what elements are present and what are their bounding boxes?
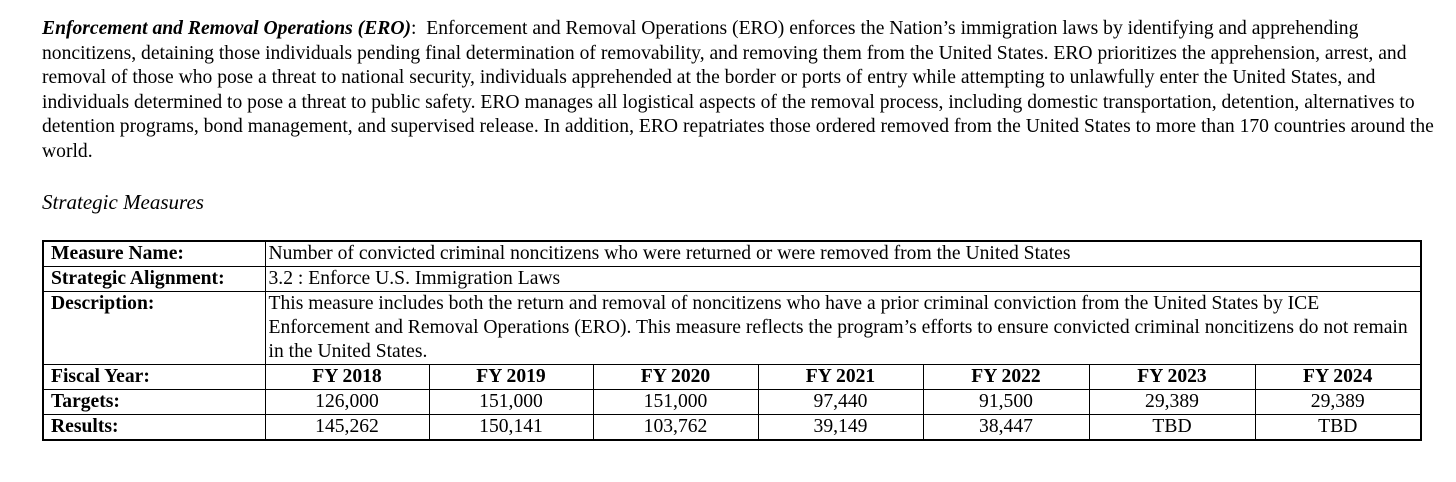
result-cell: 39,149	[758, 415, 923, 441]
description-row	[43, 292, 1421, 365]
strategic-measure-table	[42, 240, 1422, 441]
fiscal-year-cell: FY 2023	[1089, 365, 1255, 390]
target-cell: 151,000	[429, 390, 593, 415]
result-cell: 103,762	[593, 415, 758, 441]
target-cell: 151,000	[593, 390, 758, 415]
target-cell: 91,500	[923, 390, 1089, 415]
target-cell: 29,389	[1089, 390, 1255, 415]
measure-name-value: Number of convicted criminal noncitizens who were returned or were removed from the United States	[265, 241, 1421, 267]
alignment-label: Strategic Alignment:	[43, 267, 265, 292]
fiscal-year-row	[43, 365, 1421, 390]
results-label: Results:	[43, 415, 265, 441]
description-value: This measure includes both the return and removal of noncitizens who have a prior criminal conviction from the United States by ICE Enforcement and Removal Operations (ERO). This measure reflects the program’s efforts to ensure convicted criminal noncitizens do not remain in the United States.	[265, 292, 1421, 365]
result-cell: TBD	[1255, 415, 1421, 441]
result-cell: TBD	[1089, 415, 1255, 441]
fiscal-year-cell: FY 2022	[923, 365, 1089, 390]
fiscal-year-cell: FY 2019	[429, 365, 593, 390]
section-title: Strategic Measures	[42, 190, 204, 214]
targets-label: Targets:	[43, 390, 265, 415]
fiscal-year-cell: FY 2024	[1255, 365, 1421, 390]
intro-body: Enforcement and Removal Operations (ERO) enforces the Nation’s immigration laws by identifying and apprehending noncitizens, detaining those individuals pending final determination of removability, and removing them from the United States. ERO prioritizes the apprehension, arrest, and removal of those who pose a threat to national security, individuals apprehended at the border or ports of entry while attempting to unlawfully enter the United States, and individuals determined to pose a threat to public safety. ERO manages all logistical aspects of the removal process, including domestic transportation, detention, alternatives to detention programs, bond management, and supervised release. In addition, ERO repatriates those ordered removed from the United States to more than 170 countries around the world.	[42, 18, 1434, 162]
fiscal-year-label: Fiscal Year:	[43, 365, 265, 390]
description-label: Description:	[43, 292, 265, 365]
result-cell: 145,262	[265, 415, 429, 441]
intro-paragraph	[42, 17, 1434, 165]
results-row	[43, 415, 1421, 441]
result-cell: 150,141	[429, 415, 593, 441]
target-cell: 29,389	[1255, 390, 1421, 415]
measure-name-label: Measure Name:	[51, 243, 184, 264]
alignment-row	[43, 267, 1421, 292]
fiscal-year-cell: FY 2020	[593, 365, 758, 390]
result-cell: 38,447	[923, 415, 1089, 441]
intro-lead-colon: :	[411, 18, 417, 39]
measure-name-row	[43, 241, 1421, 267]
target-cell: 97,440	[758, 390, 923, 415]
fiscal-year-cell: FY 2018	[265, 365, 429, 390]
target-cell: 126,000	[265, 390, 429, 415]
fiscal-year-cell: FY 2021	[758, 365, 923, 390]
intro-lead: Enforcement and Removal Operations (ERO)	[42, 18, 412, 39]
targets-row	[43, 390, 1421, 415]
alignment-value: 3.2 : Enforce U.S. Immigration Laws	[265, 267, 1421, 292]
